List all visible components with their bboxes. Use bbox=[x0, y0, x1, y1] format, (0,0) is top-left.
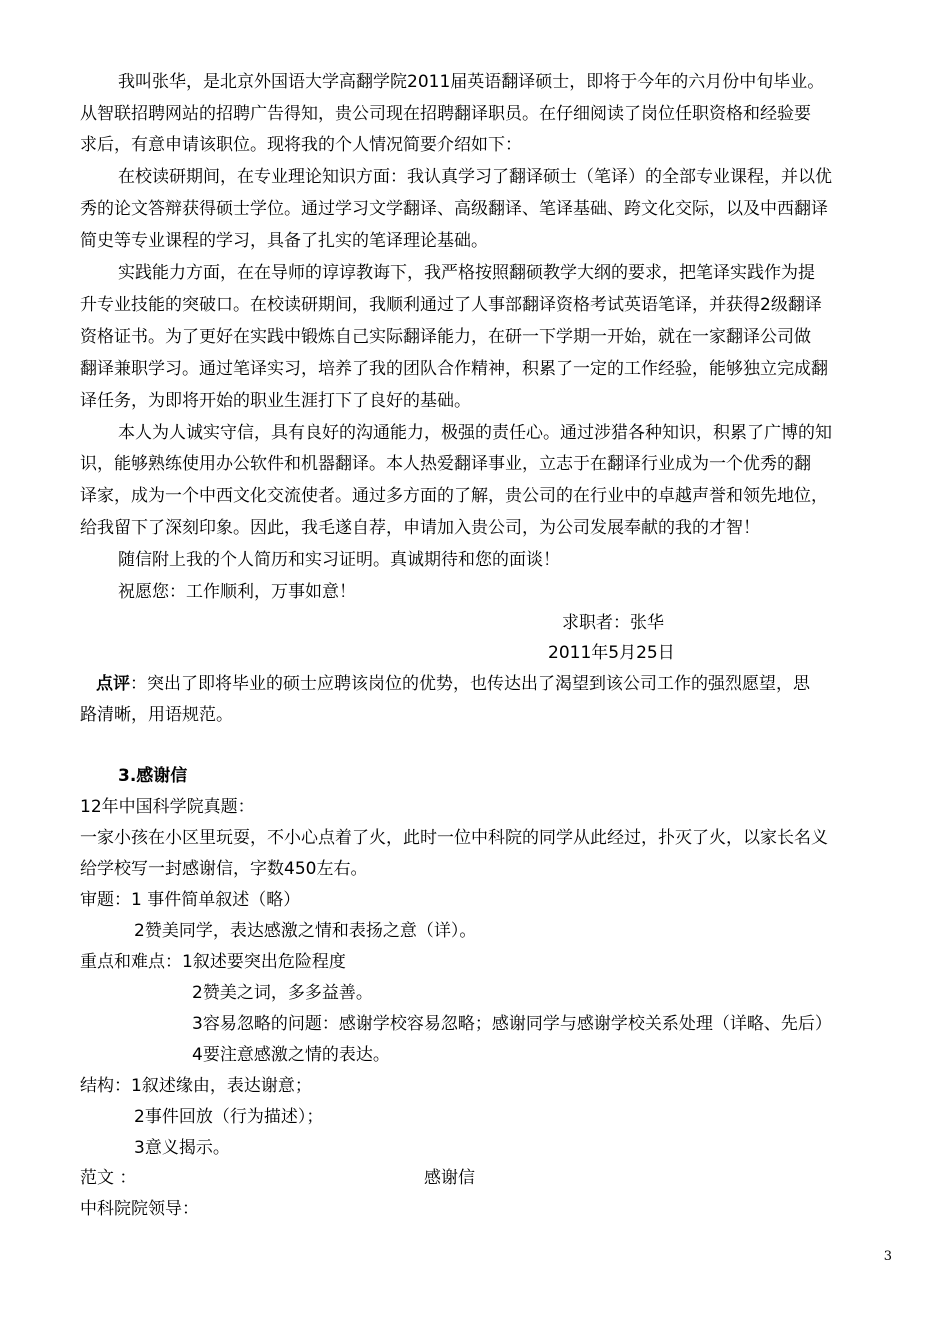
letter-p3-line-4: 翻译兼职学习。通过笔译实习，培养了我的团队合作精神，积累了一定的工作经验，能够独立完成翻 bbox=[80, 359, 828, 379]
sample-label: 范文 ： bbox=[80, 1168, 137, 1188]
letter-p3-line-5: 译任务，为即将开始的职业生涯打下了良好的基础。 bbox=[80, 391, 471, 411]
section-heading: 3.感谢信 bbox=[118, 766, 188, 786]
comment-line-1 bbox=[96, 672, 810, 696]
letter-p4-line-3: 译家，成为一个中西文化交流使者。通过多方面的了解，贵公司的在行业中的卓越声誉和领先地位， bbox=[80, 486, 828, 506]
letter-p2-line-2: 秀的论文答辩获得硕士学位。通过学习文学翻译、高级翻译、笔译基础、跨文化交际，以及中西翻译 bbox=[80, 199, 828, 219]
prompt-line-1: 一家小孩在小区里玩耍，不小心点着了火，此时一位中科院的同学从此经过，扑灭了火，以家长名义 bbox=[80, 828, 828, 848]
review-line-1: 审题：1 事件简单叙述（略） bbox=[80, 890, 301, 910]
letter-p4-line-4: 给我留下了深刻印象。因此，我毛遂自荐，申请加入贵公司，为公司发展奉献的我的才智！ bbox=[80, 518, 760, 538]
key-points-line-2: 2赞美之词，多多益善。 bbox=[192, 983, 373, 1003]
salutation: 中科院院领导： bbox=[80, 1199, 199, 1219]
letter-p2-line-1: 在校读研期间，在专业理论知识方面：我认真学习了翻译硕士（笔译）的全部专业课程，并以优 bbox=[118, 167, 832, 187]
key-points-line-1: 重点和难点：1叙述要突出危险程度 bbox=[80, 952, 346, 972]
letter-p1-line-3: 求后，有意申请该职位。现将我的个人情况简要介绍如下： bbox=[80, 135, 522, 155]
letter-p3-line-3: 资格证书。为了更好在实践中锻炼自己实际翻译能力，在研一下学期一开始，就在一家翻译公司做 bbox=[80, 327, 811, 347]
key-points-line-3: 3容易忽略的问题：感谢学校容易忽略；感谢同学与感谢学校关系处理（详略、先后） bbox=[192, 1014, 832, 1034]
comment-text-1: ：突出了即将毕业的硕士应聘该岗位的优势，也传达出了渴望到该公司工作的强烈愿望，思 bbox=[130, 674, 810, 694]
letter-p4-line-2: 识，能够熟练使用办公软件和机器翻译。本人热爱翻译事业，立志于在翻译行业成为一个优秀的翻 bbox=[80, 454, 811, 474]
letter-p2-line-3: 简史等专业课程的学习，具备了扎实的笔译理论基础。 bbox=[80, 231, 488, 251]
letter-p1-line-2: 从智联招聘网站的招聘广告得知，贵公司现在招聘翻译职员。在仔细阅读了岗位任职资格和经验要 bbox=[80, 104, 811, 124]
letter-p4-line-1: 本人为人诚实守信，具有良好的沟通能力，极强的责任心。通过涉猎各种知识，积累了广博的知 bbox=[118, 423, 832, 443]
prompt-line-2: 给学校写一封感谢信，字数450左右。 bbox=[80, 859, 368, 879]
letter-p1-line-1: 我叫张华，是北京外国语大学高翻学院2011届英语翻译硕士，即将于今年的六月份中旬毕业。 bbox=[118, 72, 825, 92]
letter-p3-line-2: 升专业技能的突破口。在校读研期间，我顺利通过了人事部翻译资格考试英语笔译，并获得2级翻译 bbox=[80, 295, 822, 315]
structure-line-1: 结构：1叙述缘由，表达谢意； bbox=[80, 1076, 312, 1096]
key-points-line-4: 4要注意感激之情的表达。 bbox=[192, 1045, 390, 1065]
letter-p3-line-1: 实践能力方面，在在导师的谆谆教诲下，我严格按照翻硕教学大纲的要求，把笔译实践作为提 bbox=[118, 263, 815, 283]
sample-title: 感谢信 bbox=[424, 1168, 475, 1188]
comment-line-2: 路清晰，用语规范。 bbox=[80, 705, 233, 725]
letter-signature: 求职者：张华 bbox=[562, 613, 664, 633]
letter-p6: 祝愿您：工作顺利，万事如意！ bbox=[118, 582, 356, 602]
letter-date: 2011年5月25日 bbox=[548, 643, 675, 663]
letter-p5: 随信附上我的个人简历和实习证明。真诚期待和您的面谈！ bbox=[118, 550, 560, 570]
structure-line-2: 2事件回放（行为描述）； bbox=[134, 1107, 324, 1127]
section-source: 12年中国科学院真题： bbox=[80, 797, 255, 817]
comment-label: 点评 bbox=[96, 674, 130, 694]
page-number: 3 bbox=[883, 1249, 892, 1264]
review-line-2: 2赞美同学，表达感激之情和表扬之意（详）。 bbox=[134, 921, 477, 941]
structure-line-3: 3意义揭示。 bbox=[134, 1138, 230, 1158]
